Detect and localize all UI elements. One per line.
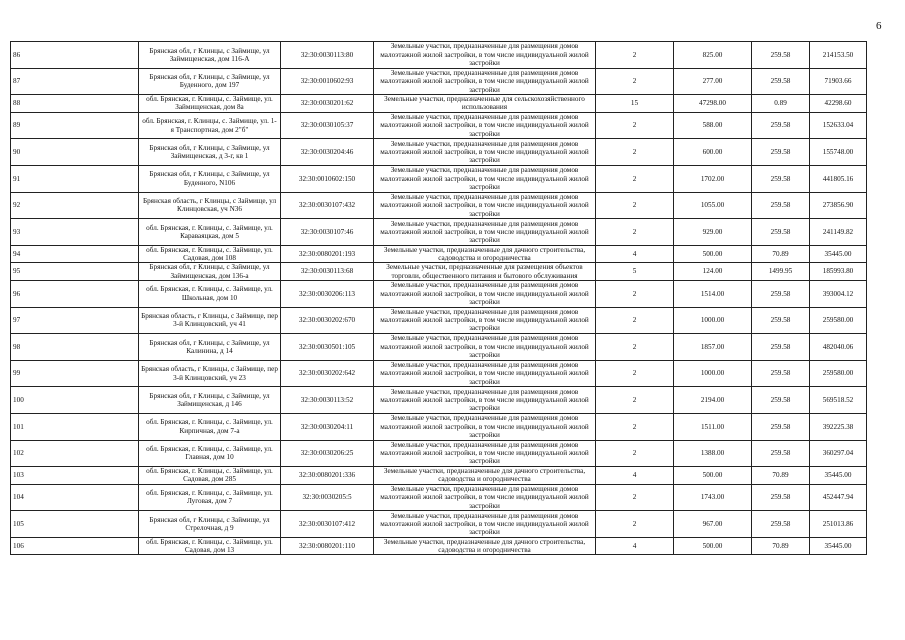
table-row <box>11 42 867 69</box>
specific-value-cell: 259.58 <box>752 511 810 538</box>
cadastral-value-cell: 273856.90 <box>810 192 867 219</box>
cadastral-value-cell: 360297.04 <box>810 440 867 467</box>
row-number-cell: 93 <box>11 219 139 246</box>
row-number-cell: 105 <box>11 511 139 538</box>
table-row <box>11 511 867 538</box>
specific-value-cell: 70.89 <box>752 467 810 485</box>
address-cell: Брянская обл, г Клинцы, с Займище, ул Займищенская, д 3-г, кв 1 <box>139 139 281 166</box>
address-cell: Брянская обл, г Клинцы, с Займище, ул Буденного, дом 197 <box>139 68 281 95</box>
specific-value-cell: 259.58 <box>752 307 810 334</box>
specific-value-cell: 259.58 <box>752 165 810 192</box>
use-group-cell: 5 <box>596 263 674 281</box>
permitted-use-cell: Земельные участки, предназначенные для размещения домов малоэтажной жилой застройки, в том числе индивидуальной жилой застройки <box>374 192 596 219</box>
use-group-cell: 4 <box>596 467 674 485</box>
specific-value-cell: 259.58 <box>752 68 810 95</box>
row-number-cell: 106 <box>11 537 139 555</box>
row-number-cell: 90 <box>11 139 139 166</box>
permitted-use-cell: Земельные участки, предназначенные для размещения домов малоэтажной жилой застройки, в том числе индивидуальной жилой застройки <box>374 413 596 440</box>
area-cell: 588.00 <box>674 112 752 139</box>
row-number-cell: 98 <box>11 334 139 361</box>
cadastral-number-cell: 32:30:0030107:412 <box>281 511 374 538</box>
table-row <box>11 307 867 334</box>
row-number-cell: 97 <box>11 307 139 334</box>
use-group-cell: 2 <box>596 413 674 440</box>
area-cell: 1702.00 <box>674 165 752 192</box>
address-cell: обл. Брянская, г. Клинцы, с. Займище, ул. Школьная, дом 10 <box>139 280 281 307</box>
permitted-use-cell: Земельные участки, предназначенные для размещения домов малоэтажной жилой застройки, в том числе индивидуальной жилой застройки <box>374 68 596 95</box>
address-cell: Брянская область, г Клинцы, с Займище, пер 3-й Клинцовский, уч 41 <box>139 307 281 334</box>
page-number: 6 <box>876 20 882 32</box>
cadastral-number-cell: 32:30:0030204:46 <box>281 139 374 166</box>
specific-value-cell: 259.58 <box>752 334 810 361</box>
area-cell: 500.00 <box>674 467 752 485</box>
cadastral-value-cell: 152633.04 <box>810 112 867 139</box>
specific-value-cell: 259.58 <box>752 192 810 219</box>
table-row <box>11 263 867 281</box>
row-number-cell: 103 <box>11 467 139 485</box>
table-row <box>11 112 867 139</box>
cadastral-value-cell: 35445.00 <box>810 467 867 485</box>
cadastral-value-cell: 241149.82 <box>810 219 867 246</box>
specific-value-cell: 259.58 <box>752 219 810 246</box>
cadastral-value-cell: 251013.86 <box>810 511 867 538</box>
address-cell: Брянская обл, г Клинцы, с Займище, ул Стрелочная, д 9 <box>139 511 281 538</box>
address-cell: обл. Брянская, г. Клинцы, с. Займище, ул. Садовая, дом 13 <box>139 537 281 555</box>
cadastral-value-cell: 185993.80 <box>810 263 867 281</box>
cadastral-value-cell: 569518.52 <box>810 387 867 414</box>
cadastral-number-cell: 32:30:0030113:80 <box>281 42 374 69</box>
address-cell: Брянская обл, г Клинцы, с Займище, ул Займищенская, дом 136-а <box>139 263 281 281</box>
cadastral-number-cell: 32:30:0030206:113 <box>281 280 374 307</box>
specific-value-cell: 259.58 <box>752 42 810 69</box>
use-group-cell: 2 <box>596 360 674 387</box>
cadastral-number-cell: 32:30:0030202:642 <box>281 360 374 387</box>
area-cell: 825.00 <box>674 42 752 69</box>
table-row <box>11 537 867 555</box>
specific-value-cell: 259.58 <box>752 387 810 414</box>
use-group-cell: 2 <box>596 219 674 246</box>
use-group-cell: 2 <box>596 112 674 139</box>
use-group-cell: 2 <box>596 387 674 414</box>
permitted-use-cell: Земельные участки, предназначенные для размещения домов малоэтажной жилой застройки, в том числе индивидуальной жилой застройки <box>374 280 596 307</box>
specific-value-cell: 259.58 <box>752 280 810 307</box>
row-number-cell: 92 <box>11 192 139 219</box>
cadastral-number-cell: 32:30:0030107:432 <box>281 192 374 219</box>
row-number-cell: 99 <box>11 360 139 387</box>
cadastral-number-cell: 32:30:0030113:52 <box>281 387 374 414</box>
row-number-cell: 96 <box>11 280 139 307</box>
use-group-cell: 2 <box>596 42 674 69</box>
area-cell: 967.00 <box>674 511 752 538</box>
use-group-cell: 2 <box>596 165 674 192</box>
permitted-use-cell: Земельные участки, предназначенные для размещения домов малоэтажной жилой застройки, в том числе индивидуальной жилой застройки <box>374 387 596 414</box>
permitted-use-cell: Земельные участки, предназначенные для дачного строительства, садоводства и огородничества <box>374 467 596 485</box>
cadastral-number-cell: 32:30:0030105:37 <box>281 112 374 139</box>
row-number-cell: 102 <box>11 440 139 467</box>
row-number-cell: 94 <box>11 245 139 263</box>
use-group-cell: 2 <box>596 440 674 467</box>
area-cell: 1857.00 <box>674 334 752 361</box>
cadastral-number-cell: 32:30:0030202:670 <box>281 307 374 334</box>
use-group-cell: 2 <box>596 280 674 307</box>
area-cell: 1514.00 <box>674 280 752 307</box>
specific-value-cell: 259.58 <box>752 360 810 387</box>
permitted-use-cell: Земельные участки, предназначенные для размещения домов малоэтажной жилой застройки, в том числе индивидуальной жилой застройки <box>374 307 596 334</box>
address-cell: обл. Брянская, г. Клинцы, с. Займище, ул. Караваяцкая, дом 5 <box>139 219 281 246</box>
row-number-cell: 86 <box>11 42 139 69</box>
specific-value-cell: 259.58 <box>752 413 810 440</box>
table-row <box>11 484 867 511</box>
use-group-cell: 2 <box>596 511 674 538</box>
cadastral-value-cell: 35445.00 <box>810 245 867 263</box>
cadastral-number-cell: 32:30:0030204:11 <box>281 413 374 440</box>
row-number-cell: 104 <box>11 484 139 511</box>
cadastral-number-cell: 32:30:0030501:105 <box>281 334 374 361</box>
area-cell: 500.00 <box>674 245 752 263</box>
area-cell: 277.00 <box>674 68 752 95</box>
address-cell: обл. Брянская, г. Клинцы, с. Займище, ул. Кирпичная, дом 7-а <box>139 413 281 440</box>
area-cell: 1743.00 <box>674 484 752 511</box>
area-cell: 929.00 <box>674 219 752 246</box>
cadastral-number-cell: 32:30:0080201:193 <box>281 245 374 263</box>
table-row <box>11 219 867 246</box>
specific-value-cell: 70.89 <box>752 537 810 555</box>
area-cell: 1000.00 <box>674 360 752 387</box>
area-cell: 1511.00 <box>674 413 752 440</box>
address-cell: обл. Брянская, г. Клинцы, с. Займище, ул. Главная, дом 10 <box>139 440 281 467</box>
row-number-cell: 88 <box>11 95 139 113</box>
permitted-use-cell: Земельные участки, предназначенные для размещения домов малоэтажной жилой застройки, в том числе индивидуальной жилой застройки <box>374 219 596 246</box>
use-group-cell: 2 <box>596 192 674 219</box>
area-cell: 600.00 <box>674 139 752 166</box>
cadastral-value-cell: 482040.06 <box>810 334 867 361</box>
specific-value-cell: 0.89 <box>752 95 810 113</box>
permitted-use-cell: Земельные участки, предназначенные для дачного строительства, садоводства и огородничества <box>374 537 596 555</box>
table-row <box>11 467 867 485</box>
area-cell: 1388.00 <box>674 440 752 467</box>
permitted-use-cell: Земельные участки, предназначенные для дачного строительства, садоводства и огородничества <box>374 245 596 263</box>
cadastral-number-cell: 32:30:0030206:25 <box>281 440 374 467</box>
cadastral-value-cell: 214153.50 <box>810 42 867 69</box>
area-cell: 47298.00 <box>674 95 752 113</box>
table-row <box>11 413 867 440</box>
use-group-cell: 2 <box>596 307 674 334</box>
permitted-use-cell: Земельные участки, предназначенные для размещения домов малоэтажной жилой застройки, в том числе индивидуальной жилой застройки <box>374 511 596 538</box>
area-cell: 500.00 <box>674 537 752 555</box>
table-row <box>11 334 867 361</box>
cadastral-number-cell: 32:30:0010602:93 <box>281 68 374 95</box>
cadastral-value-cell: 441805.16 <box>810 165 867 192</box>
land-register-table <box>10 41 867 555</box>
permitted-use-cell: Земельные участки, предназначенные для размещения домов малоэтажной жилой застройки, в том числе индивидуальной жилой застройки <box>374 165 596 192</box>
permitted-use-cell: Земельные участки, предназначенные для сельскохозяйственного использования <box>374 95 596 113</box>
address-cell: обл. Брянская, г. Клинцы, с. Займище, ул. Займищенская, дом 8а <box>139 95 281 113</box>
table-row <box>11 68 867 95</box>
address-cell: обл. Брянская, г. Клинцы, с. Займище, ул. Луговая, дом 7 <box>139 484 281 511</box>
specific-value-cell: 1499.95 <box>752 263 810 281</box>
use-group-cell: 2 <box>596 68 674 95</box>
use-group-cell: 2 <box>596 139 674 166</box>
cadastral-value-cell: 42298.60 <box>810 95 867 113</box>
specific-value-cell: 259.58 <box>752 440 810 467</box>
specific-value-cell: 259.58 <box>752 112 810 139</box>
specific-value-cell: 259.58 <box>752 139 810 166</box>
address-cell: Брянская область, г Клинцы, с Займище, пер 3-й Клинцовский, уч 23 <box>139 360 281 387</box>
table-row <box>11 245 867 263</box>
row-number-cell: 101 <box>11 413 139 440</box>
specific-value-cell: 70.89 <box>752 245 810 263</box>
address-cell: Брянская область, г Клинцы, с Займище, ул Клинцовская, уч N36 <box>139 192 281 219</box>
permitted-use-cell: Земельные участки, предназначенные для размещения домов малоэтажной жилой застройки, в том числе индивидуальной жилой застройки <box>374 440 596 467</box>
row-number-cell: 89 <box>11 112 139 139</box>
use-group-cell: 2 <box>596 484 674 511</box>
area-cell: 124.00 <box>674 263 752 281</box>
register-body <box>11 42 867 555</box>
cadastral-value-cell: 71903.66 <box>810 68 867 95</box>
use-group-cell: 2 <box>596 334 674 361</box>
permitted-use-cell: Земельные участки, предназначенные для размещения объектов торговли, общественного питания и бытового обслуживания <box>374 263 596 281</box>
table-row <box>11 280 867 307</box>
address-cell: обл. Брянская, г. Клинцы, с. Займище, ул. Садовая, дом 108 <box>139 245 281 263</box>
cadastral-number-cell: 32:30:0010602:150 <box>281 165 374 192</box>
permitted-use-cell: Земельные участки, предназначенные для размещения домов малоэтажной жилой застройки, в том числе индивидуальной жилой застройки <box>374 112 596 139</box>
table-row <box>11 440 867 467</box>
table-row <box>11 95 867 113</box>
cadastral-value-cell: 259580.00 <box>810 360 867 387</box>
address-cell: Брянская обл, г Клинцы, с Займище, ул Займищенская, дом 116-А <box>139 42 281 69</box>
cadastral-number-cell: 32:30:0030107:46 <box>281 219 374 246</box>
cadastral-number-cell: 32:30:0030205:5 <box>281 484 374 511</box>
cadastral-value-cell: 452447.94 <box>810 484 867 511</box>
row-number-cell: 91 <box>11 165 139 192</box>
table-row <box>11 165 867 192</box>
permitted-use-cell: Земельные участки, предназначенные для размещения домов малоэтажной жилой застройки, в том числе индивидуальной жилой застройки <box>374 360 596 387</box>
permitted-use-cell: Земельные участки, предназначенные для размещения домов малоэтажной жилой застройки, в том числе индивидуальной жилой застройки <box>374 334 596 361</box>
cadastral-number-cell: 32:30:0030113:68 <box>281 263 374 281</box>
cadastral-value-cell: 393004.12 <box>810 280 867 307</box>
row-number-cell: 95 <box>11 263 139 281</box>
area-cell: 2194.00 <box>674 387 752 414</box>
table-row <box>11 192 867 219</box>
use-group-cell: 15 <box>596 95 674 113</box>
address-cell: Брянская обл, г Клинцы, с Займище, ул Буденного, N106 <box>139 165 281 192</box>
table-row <box>11 387 867 414</box>
cadastral-number-cell: 32:30:0030201:62 <box>281 95 374 113</box>
cadastral-number-cell: 32:30:0080201:336 <box>281 467 374 485</box>
row-number-cell: 87 <box>11 68 139 95</box>
area-cell: 1055.00 <box>674 192 752 219</box>
use-group-cell: 4 <box>596 537 674 555</box>
use-group-cell: 4 <box>596 245 674 263</box>
permitted-use-cell: Земельные участки, предназначенные для размещения домов малоэтажной жилой застройки, в том числе индивидуальной жилой застройки <box>374 139 596 166</box>
cadastral-value-cell: 392225.38 <box>810 413 867 440</box>
cadastral-number-cell: 32:30:0080201:110 <box>281 537 374 555</box>
address-cell: обл. Брянская, г. Клинцы, с. Займище, ул. 1-я Транспортная, дом 2"б" <box>139 112 281 139</box>
table-row <box>11 360 867 387</box>
cadastral-value-cell: 155748.00 <box>810 139 867 166</box>
address-cell: обл. Брянская, г. Клинцы, с. Займище, ул. Садовая, дом 285 <box>139 467 281 485</box>
permitted-use-cell: Земельные участки, предназначенные для размещения домов малоэтажной жилой застройки, в том числе индивидуальной жилой застройки <box>374 42 596 69</box>
address-cell: Брянская обл, г Клинцы, с Займище, ул Калинина, д 14 <box>139 334 281 361</box>
specific-value-cell: 259.58 <box>752 484 810 511</box>
area-cell: 1000.00 <box>674 307 752 334</box>
cadastral-value-cell: 259580.00 <box>810 307 867 334</box>
table-row <box>11 139 867 166</box>
address-cell: Брянская обл, г Клинцы, с Займище, ул Займищенская, д 146 <box>139 387 281 414</box>
cadastral-value-cell: 35445.00 <box>810 537 867 555</box>
permitted-use-cell: Земельные участки, предназначенные для размещения домов малоэтажной жилой застройки, в том числе индивидуальной жилой застройки <box>374 484 596 511</box>
row-number-cell: 100 <box>11 387 139 414</box>
